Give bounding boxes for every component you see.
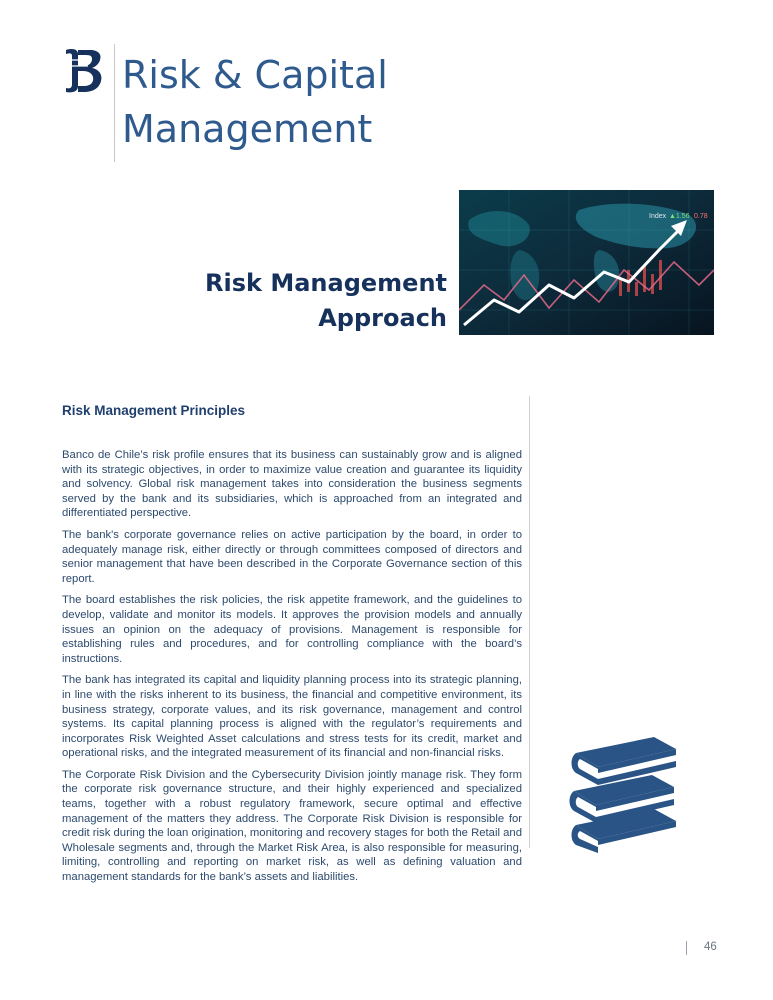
section-title-line1: Risk Management: [205, 269, 447, 297]
paragraph: The bank's corporate governance relies on active participation by the board, in order to adequately manage risk, either directly or through committees composed of directors and senior management that have been described in the Corporate Governance section of this report.: [62, 528, 522, 585]
hero-value-up: ▲1.56: [669, 213, 690, 220]
report-title-line1: Risk & Capital: [122, 53, 388, 97]
books-icon: [568, 735, 680, 853]
header-divider: [114, 44, 115, 162]
footer-divider: [686, 941, 687, 955]
report-title: [122, 48, 388, 156]
section-title-line2: Approach: [318, 304, 447, 332]
section-title: [205, 266, 447, 336]
content-column: [62, 403, 522, 892]
hero-index-label: Index: [649, 213, 667, 220]
hero-image: [459, 190, 714, 335]
page-number: 46: [704, 941, 717, 953]
report-title-line2: Management: [122, 107, 373, 151]
paragraph: The board establishes the risk policies, the risk appetite framework, and the guidelines to develop, validate and monitor its models. It approves the provision models and annually issues an opinion on the adequacy of provisions. Management is responsible for establishing rules and procedures, and for controlling compliance with the board’s instructions.: [62, 594, 522, 665]
principles-heading: Risk Management Principles: [62, 403, 246, 418]
paragraph: Banco de Chile’s risk profile ensures that its business can sustainably grow and is aligned with its strategic objectives, in order to maximize value creation and guarantee its liquidity and solvency. Global risk management takes into consideration the business segments served by the bank and its subsidiaries, which is approached from an integrated and differentiated perspective.: [62, 449, 522, 520]
hero-value-down: 0.78: [694, 213, 708, 220]
column-divider: [529, 396, 530, 848]
paragraph: The bank has integrated its capital and liquidity planning process into its strategic planning, in line with the risks inherent to its business, the financial and competitive environment, its business strategy, corporate values, and its risk governance, management and control systems. Its capital planning process is aligned with the regulator’s requirements and incorporates Risk Weighted Asset calculations and stress tests for its credit, market and operational risks, and the integrated measurement of its financial and non-financial risks.: [62, 674, 522, 760]
paragraph: The Corporate Risk Division and the Cybersecurity Division jointly manage risk. They form the corporate risk governance structure, and their highly experienced and specialized teams, together with a robust regulatory framework, secure optimal and effective management of the matters they address. The Corporate Risk Division is responsible for credit risk during the loan origination, monitoring and recovery stages for both the Retail and Wholesale segments and, through the Market Risk Area, is also responsible for measuring, limiting, controlling and reporting on market risk, as well as defining valuation and management standards for the bank’s assets and liabilities.: [62, 768, 522, 884]
bank-logo-icon: [62, 46, 104, 96]
